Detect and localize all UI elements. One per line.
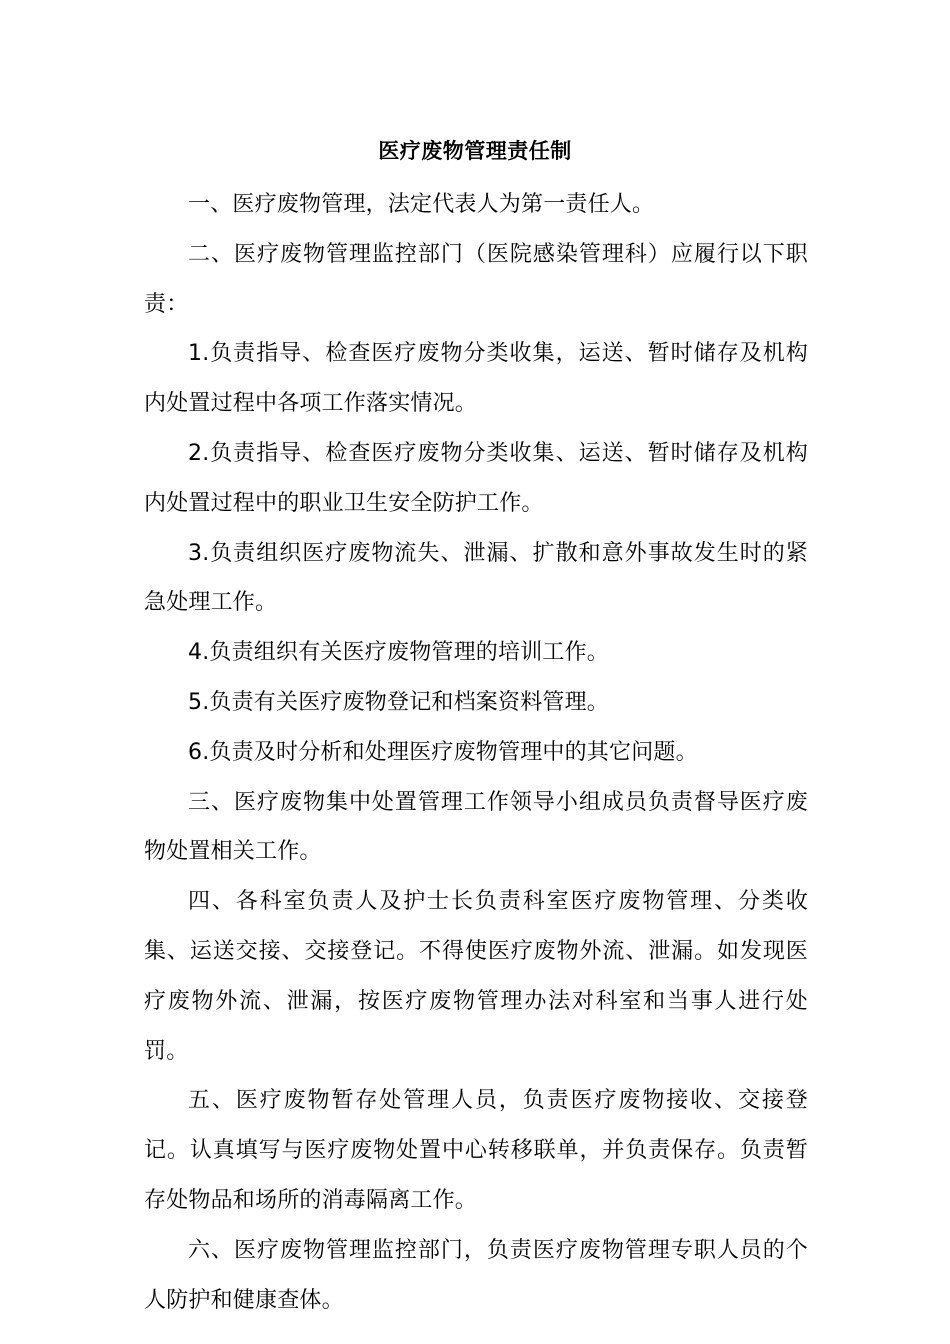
document-body (144, 180, 808, 1325)
paragraph-8: 6.负责及时分析和处理医疗废物管理中的其它问题。 (188, 739, 698, 765)
document-title: 医疗废物管理责任制 (378, 139, 572, 163)
paragraph-9: 三、医疗废物集中处置管理工作领导小组成员负责督导医疗废物处置相关工作。 (144, 789, 808, 865)
paragraph-6: 4.负责组织有关医疗废物管理的培训工作。 (188, 640, 609, 666)
paragraph-12: 六、医疗废物管理监控部门，负责医疗废物管理专职人员的个人防护和健康查体。 (144, 1237, 808, 1313)
paragraph-5: 3.负责组织医疗废物流失、泄漏、扩散和意外事故发生时的紧急处理工作。 (144, 540, 808, 616)
paragraph-3: 1.负责指导、检查医疗废物分类收集，运送、暂时储存及机构内处置过程中各项工作落实情况。 (144, 341, 808, 417)
paragraph-10: 四、各科室负责人及护士长负责科室医疗废物管理、分类收集、运送交接、交接登记。不得使医疗废物外流、泄漏。如发现医疗废物外流、泄漏，按医疗废物管理办法对科室和当事人进行处罚。 (144, 889, 808, 1064)
paragraph-4: 2.负责指导、检查医疗废物分类收集、运送、暂时储存及机构内处置过程中的职业卫生安全防护工作。 (144, 440, 808, 516)
paragraph-2: 二、医疗废物管理监控部门（医院感染管理科）应履行以下职责： (144, 241, 808, 317)
paragraph-11: 五、医疗废物暂存处管理人员，负责医疗废物接收、交接登记。认真填写与医疗废物处置中心转移联单，并负责保存。负责暂存处物品和场所的消毒隔离工作。 (144, 1088, 808, 1213)
paragraph-1: 一、医疗废物管理，法定代表人为第一责任人。 (188, 192, 655, 217)
paragraph-7: 5.负责有关医疗废物登记和档案资料管理。 (188, 689, 609, 715)
